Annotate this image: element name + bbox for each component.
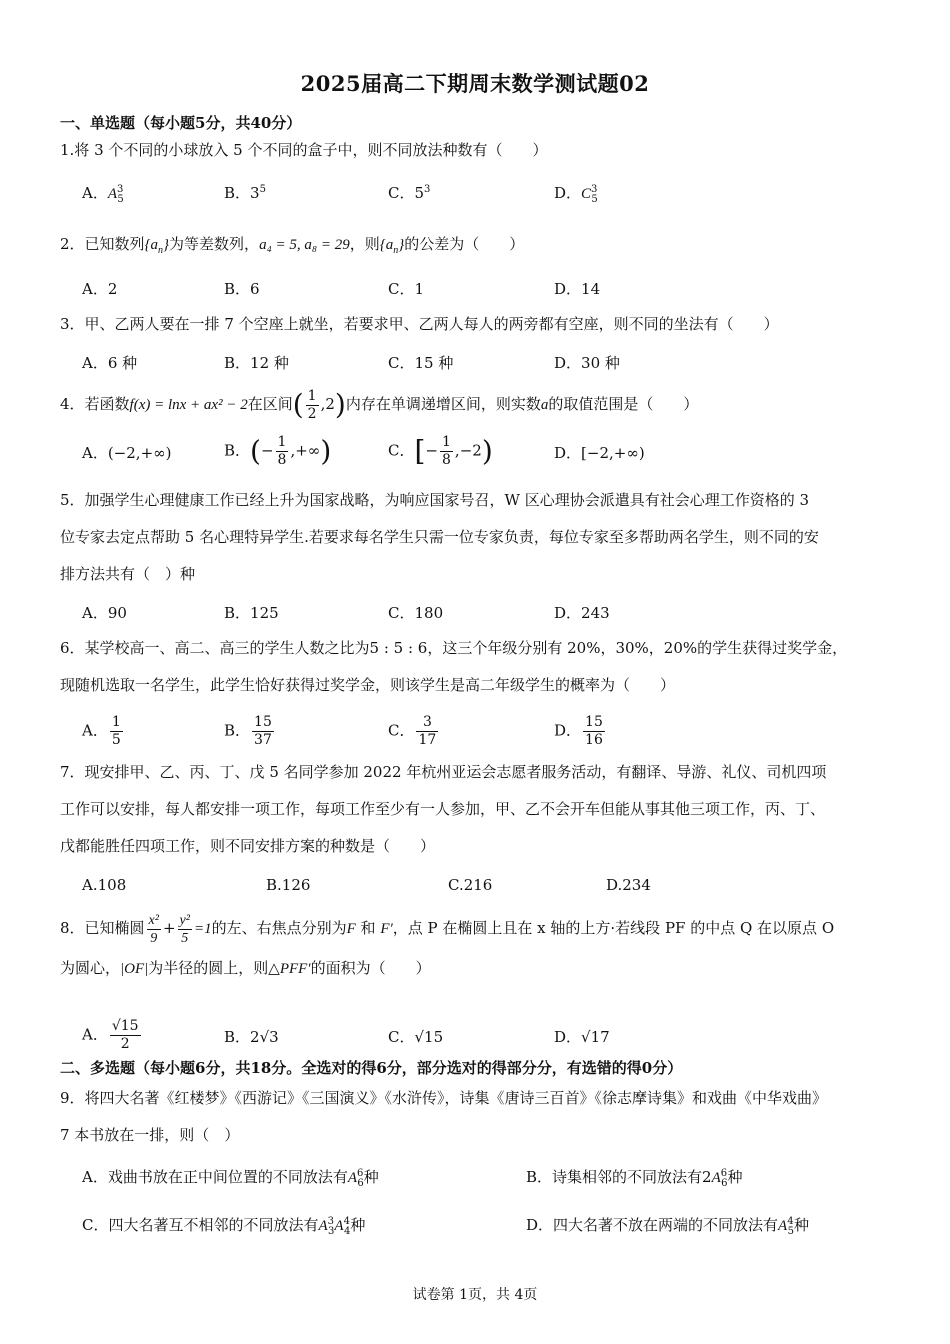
q6-option-b[interactable]: B． $\frac{15}{37}$ xyxy=(224,714,272,748)
question-1-stem: 1.将 3 个不同的小球放入 5 个不同的盒子中，则不同放法种数有（ ） xyxy=(60,141,548,159)
q7-option-c[interactable]: C.216 xyxy=(448,876,493,894)
question-7: 7．现安排甲、乙、丙、丁、戊 5 名同学参加 2022 年杭州亚运会志愿者服务活动，有翻译、导游、礼仪、司机四项 工作可以安排，每人都安排一项工作，每项工作至少有一人参加，甲、乙不会开车但能从事其他三项工作，丙、丁、 戊都能胜任四项工作，则不同安排方案的种数是（ ） xyxy=(60,763,827,855)
question-1-options xyxy=(82,182,882,212)
q2-option-a[interactable]: A．2 xyxy=(82,280,118,298)
question-8: 8．已知椭圆 $\frac{\text{x²}}{9}$ + $\frac{\text{y²}}{5}$ =1的左、右焦点分别为F 和 F′，点 P 在椭圆上且在 x 轴的上方·若线段 PF 的中点 Q 在以原点 O 为圆心，|OF|为半径的圆上，则△PFF′的面积为（ ） xyxy=(60,912,835,977)
section-multiple-choice: 二、多选题（每小题6分，共18分。全选对的得6分，部分选对的得部分分，有选错的得0分） xyxy=(60,1059,683,1077)
q6-option-a[interactable]: A． $\frac{1}{5}$ xyxy=(82,714,121,748)
q4-option-a[interactable]: A．(−2,+∞) xyxy=(82,444,172,462)
question-9: 9．将四大名著《红楼梦》《西游记》《三国演义》《水浒传》，诗集《唐诗三百首》《徐志摩诗集》和戏曲《中华戏曲》 7 本书放在一排，则（ ） xyxy=(60,1089,828,1144)
question-5: 5．加强学生心理健康工作已经上升为国家战略，为响应国家号召，W 区心理协会派遣具有社会心理工作资格的 3 位专家去定点帮助 5 名心理特异学生.若要求每名学生只需一位专家负责，每位专家至多帮助两名学生，则不同的安 排方法共有（ ）种 xyxy=(60,491,819,583)
q2-option-d[interactable]: D．14 xyxy=(554,280,601,298)
question-5-options xyxy=(82,602,882,632)
q3-option-d[interactable]: D．30 种 xyxy=(554,354,620,372)
question-8-options xyxy=(82,1018,882,1052)
q5-option-d[interactable]: D．243 xyxy=(554,604,610,622)
question-9-options-row1 xyxy=(82,1166,882,1196)
q5-option-a[interactable]: A．90 xyxy=(82,604,127,622)
q2-option-b[interactable]: B．6 xyxy=(224,280,260,298)
q4-option-d[interactable]: D．[−2,+∞) xyxy=(554,444,645,462)
q5-option-b[interactable]: B．125 xyxy=(224,604,279,622)
q1-option-a[interactable]: A．$A^3_5$ xyxy=(82,184,124,205)
q9-option-d[interactable]: D．四大名著不放在两端的不同放法有$A^4_5$种 xyxy=(526,1216,809,1237)
question-2: 2．已知数列$\{a_n\}$为等差数列，a₄ = 5, a₈ = 29，则$\{a_n\}$的公差为（ ） xyxy=(60,235,525,256)
q4-option-b[interactable]: B．(− $\frac{1}{8}$ ,+∞) xyxy=(224,434,332,468)
page-title: 2025届高二下期周末数学测试题02 xyxy=(300,71,650,96)
q6-option-d[interactable]: D． $\frac{15}{16}$ xyxy=(554,714,603,748)
question-3 xyxy=(60,306,890,343)
q3-option-c[interactable]: C．15 种 xyxy=(388,354,454,372)
q2-condition: a₄ = 5, a₈ = 29 xyxy=(259,237,350,253)
page-footer: 试卷第 1页，共 4页 xyxy=(412,1287,538,1303)
question-3-options xyxy=(82,352,882,382)
question-6-options xyxy=(82,714,882,748)
question-1 xyxy=(60,132,890,169)
q1-option-b[interactable]: B．$3^5$ xyxy=(224,184,266,202)
q8-option-b[interactable]: B．2√3 xyxy=(224,1028,279,1046)
q9-option-c[interactable]: C．四大名著互不相邻的不同放法有$A^3_3A^4_4$种 xyxy=(82,1216,366,1237)
question-9-options-row2 xyxy=(82,1214,882,1244)
q3-option-a[interactable]: A．6 种 xyxy=(82,354,138,372)
q8-option-a[interactable]: A． $\frac{√15}{2}$ xyxy=(82,1018,139,1052)
section-single-choice: 一、单选题（每小题5分，共40分） xyxy=(60,114,302,132)
q3-option-b[interactable]: B．12 种 xyxy=(224,354,289,372)
q4-option-c[interactable]: C．[− $\frac{1}{8}$ ,−2) xyxy=(388,434,493,468)
q2-option-c[interactable]: C．1 xyxy=(388,280,425,298)
q9-option-a[interactable]: A．戏曲书放在正中间位置的不同放法有$A^6_6$种 xyxy=(82,1168,379,1189)
question-3-stem: 3．甲、乙两人要在一排 7 个空座上就坐，若要求甲、乙两人每人的两旁都有空座，则不同的坐法有（ ） xyxy=(60,315,779,333)
q7-option-b[interactable]: B.126 xyxy=(266,876,311,894)
question-6: 6．某学校高一、高二、高三的学生人数之比为5 : 5 : 6，这三个年级分别有 20%，30%，20%的学生获得过奖学金， 现随机选取一名学生，此学生恰好获得过奖学金，则该学生是高二年级学生的概率为（ ） xyxy=(60,639,848,694)
q7-option-a[interactable]: A.108 xyxy=(82,876,127,894)
question-2-options xyxy=(82,278,882,308)
q1-option-c[interactable]: C．$5^3$ xyxy=(388,184,431,202)
q9-option-b[interactable]: B．诗集相邻的不同放法有$2A^6_6$种 xyxy=(526,1168,743,1189)
q6-option-c[interactable]: C． $\frac{3}{17}$ xyxy=(388,714,437,748)
q7-option-d[interactable]: D.234 xyxy=(606,876,651,894)
question-7-options xyxy=(82,876,882,906)
q1-option-d[interactable]: D．$C^3_5$ xyxy=(554,184,598,205)
q5-option-c[interactable]: C．180 xyxy=(388,604,444,622)
question-4: 4．若函数f(x) = lnx + ax² − 2在区间( $\frac{1}{2}$ ,2)内存在单调递增区间，则实数a的取值范围是（ ） xyxy=(60,387,699,422)
question-4-options xyxy=(82,434,882,472)
q8-option-c[interactable]: C．√15 xyxy=(388,1028,444,1046)
q8-option-d[interactable]: D．√17 xyxy=(554,1028,610,1046)
q4-function: f(x) = lnx + ax² − 2 xyxy=(129,397,248,413)
